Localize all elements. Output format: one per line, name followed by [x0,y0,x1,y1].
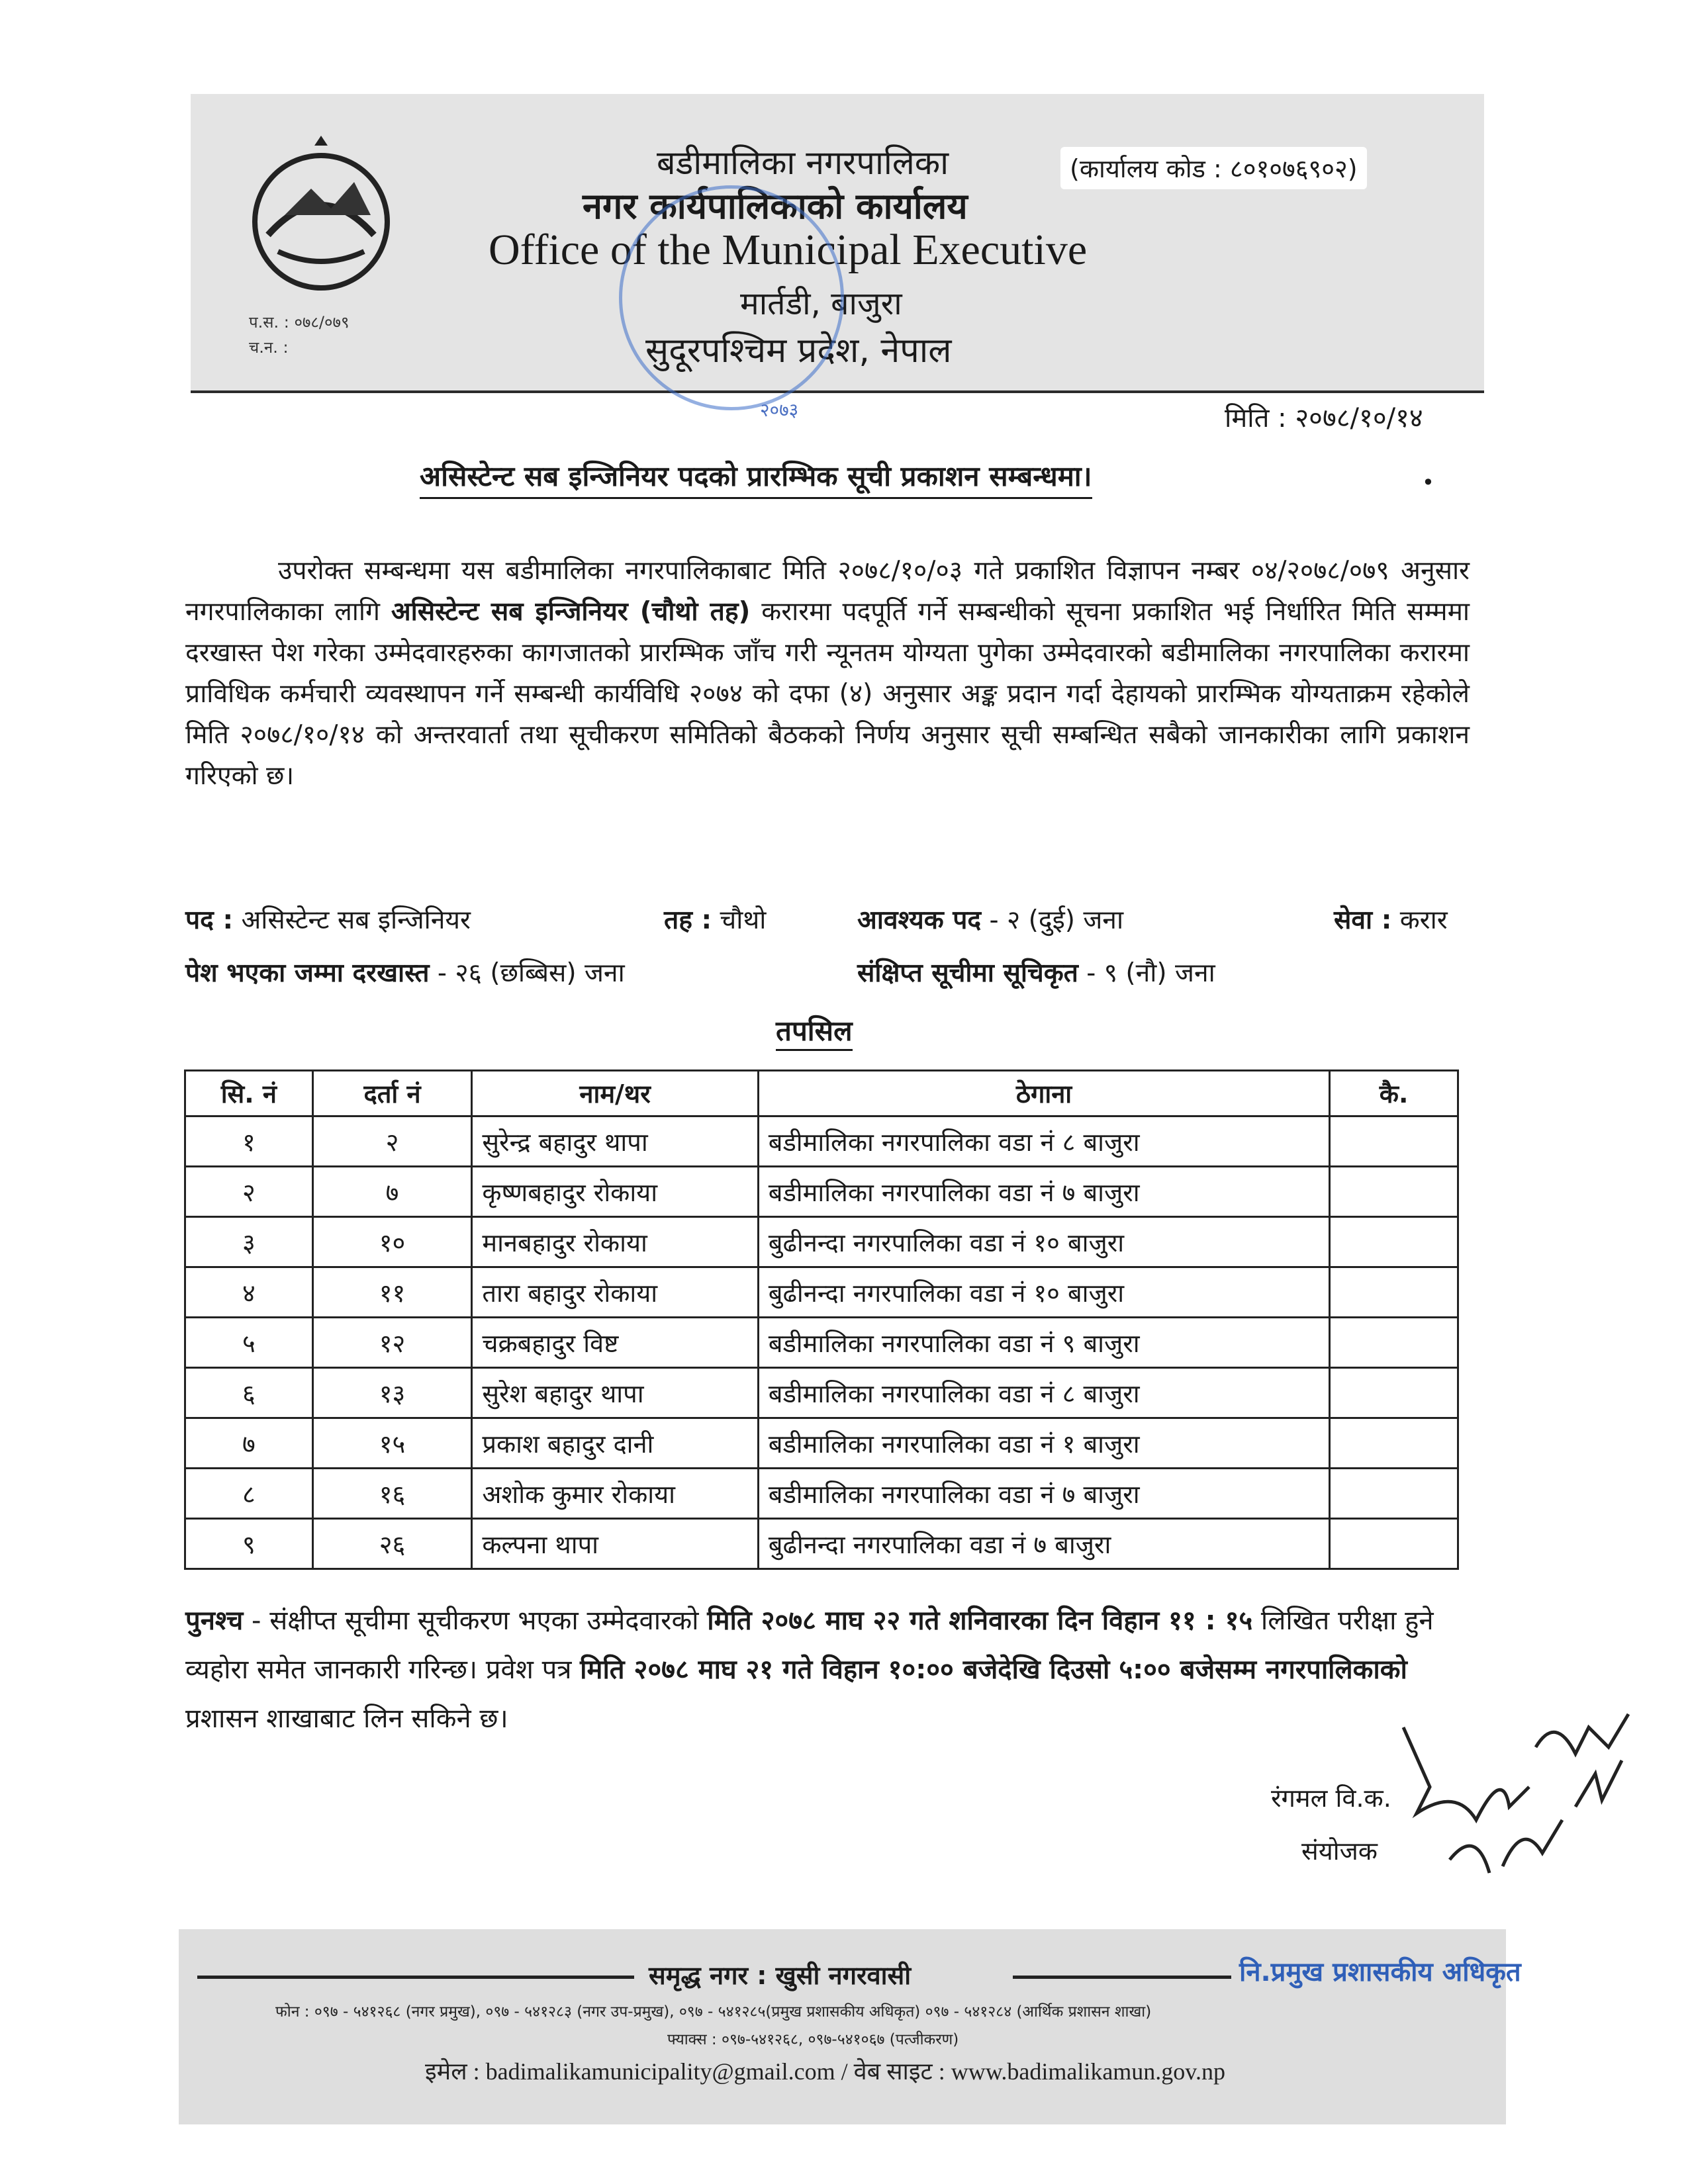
cell-reg-no: १३ [312,1368,472,1418]
cell-reg-no: १६ [312,1469,472,1519]
cell-reg-no: २६ [312,1519,472,1569]
table-row [185,1469,1458,1519]
cell-remarks [1330,1368,1458,1418]
table-row [185,1267,1458,1318]
col-header-remarks: कै. [1330,1071,1458,1116]
applications-info: पेश भएका जम्मा दरखास्त - २६ (छब्बिस) जना [185,958,625,988]
cell-remarks [1330,1217,1458,1267]
postscript-note: पुनश्च - संक्षीप्त सूचीमा सूचीकरण भएका उम्मेदवारको मिति २०७८ माघ २२ गते शनिवारका दिन विहान ११ : १५ लिखित परीक्षा हुने व्यहोरा समेत जानकारी गरिन्छ। प्रवेश पत्र मिति २०७८ माघ २१ गते विहान १०:०० बजेदेखि दिउसो ५:०० बजेसम्म नगरपालिकाको प्रशासन शाखाबाट लिन सकिने छ। [185,1606,1434,1734]
signer-role: संयोजक [1301,1837,1378,1866]
handwritten-signature [1377,1688,1655,1913]
exam-datetime: मिति २०७८ माघ २२ गते शनिवारका दिन विहान ११ : १५ [707,1606,1253,1636]
office-location: मार्तडी, बाजुरा [740,285,902,322]
table-row [185,1318,1458,1368]
post-info: पद : असिस्टेन्ट सब इन्जिनियर [185,905,471,935]
stray-mark: • [1422,470,1434,495]
col-header-serial: सि. नं [185,1071,313,1116]
cell-serial: १ [185,1116,313,1167]
cell-remarks [1330,1318,1458,1368]
admit-card-datetime: मिति २०७८ माघ २१ गते विहान १०:०० बजेदेखि दिउसो ५:०० बजेसम्म नगरपालिकाको [580,1655,1407,1685]
table-row [185,1167,1458,1217]
footer-phones: फोन : ०९७ - ५४१२६८ (नगर प्रमुख), ०९७ - ५४१२८३ (नगर उप-प्रमुख), ०९७ - ५४१२८५(प्रमुख प्रशासकीय अधिकृत) ०९७ - ५४१२८४ (आर्थिक प्रशासन शाखा) [275,2003,1152,2021]
cell-name: अशोक कुमार रोकाया [472,1469,758,1519]
cell-reg-no: २ [312,1116,472,1167]
candidate-table [184,1069,1459,1570]
office-code: (कार्यालय कोड : ८०१०७६९०२) [1060,147,1367,189]
col-header-reg-no: दर्ता नं [312,1071,472,1116]
reference-ps: प.स. : ०७८/०७९ [249,313,350,332]
cell-remarks [1330,1167,1458,1217]
col-header-name: नाम/थर [472,1071,758,1116]
cell-address: बुढीनन्दा नगरपालिका वडा नं १० बाजुरा [758,1217,1329,1267]
level-info: तह : चौथो [664,905,767,935]
cell-name: चक्रबहादुर विष्ट [472,1318,758,1368]
office-province: सुदूरपश्चिम प्रदेश, नेपाल [645,331,952,371]
cell-serial: ४ [185,1267,313,1318]
cell-serial: ६ [185,1368,313,1418]
slogan-rule-left [197,1976,634,1979]
cell-address: बुढीनन्दा नगरपालिका वडा नं १० बाजुरा [758,1267,1329,1318]
body-paragraph [185,551,1470,797]
cell-name: सुरेश बहादुर थापा [472,1368,758,1418]
cell-serial: ३ [185,1217,313,1267]
body-text-bold: असिस्टेन्ट सब इन्जिनियर (चौथो तह) [391,597,751,627]
cell-address: बडीमालिका नगरपालिका वडा नं ८ बाजुरा [758,1368,1329,1418]
required-posts-info: आवश्यक पद - २ (दुई) जना [857,905,1124,935]
cell-address: बडीमालिका नगरपालिका वडा नं १ बाजुरा [758,1418,1329,1469]
letter-date: मिति : २०७८/१०/१४ [1225,403,1423,433]
cell-serial: ८ [185,1469,313,1519]
table-row [185,1217,1458,1267]
cell-reg-no: १० [312,1217,472,1267]
body-text-part1: उपरोक्त सम्बन्धमा यस बडीमालिका नगरपालिकाबाट मिति २०७८/१०/०३ गते प्रकाशित विज्ञापन नम्बर ०४/२०७८/०७९ अनुसार नगरपालिकाका लागि [185,556,1470,627]
table-row [185,1116,1458,1167]
table-row [185,1368,1458,1418]
reference-chn: च.न. : [249,338,289,357]
municipality-slogan: समृद्ध नगर : खुसी नगरवासी [649,1961,912,1990]
nepal-emblem-icon [238,136,404,295]
office-name-nepali: नगर कार्यपालिकाको कार्यालय [583,185,968,227]
cell-remarks [1330,1418,1458,1469]
cell-address: बडीमालिका नगरपालिका वडा नं ८ बाजुरा [758,1116,1329,1167]
service-info: सेवा : करार [1334,905,1448,935]
cell-remarks [1330,1519,1458,1569]
cell-name: मानबहादुर रोकाया [472,1217,758,1267]
office-name-english: Office of the Municipal Executive [489,226,1088,274]
cell-reg-no: ७ [312,1167,472,1217]
office-seal-stamp [619,185,844,410]
cell-name: प्रकाश बहादुर दानी [472,1418,758,1469]
cell-remarks [1330,1267,1458,1318]
cell-address: बुढीनन्दा नगरपालिका वडा नं ७ बाजुरा [758,1519,1329,1569]
cell-serial: ९ [185,1519,313,1569]
cell-reg-no: ११ [312,1267,472,1318]
cell-address: बडीमालिका नगरपालिका वडा नं ७ बाजुरा [758,1469,1329,1519]
municipality-name: बडीमालिका नगरपालिका [657,144,949,182]
body-text-part2: करारमा पदपूर्ति गर्ने सम्बन्धीको सूचना प्रकाशित भई निर्धारित मिति सम्ममा दरखास्त पेश गरेका उम्मेदवारहरुका कागजातको प्रारम्भिक जाँच गरी न्यूनतम योग्यता पुगेका उम्मेदवारको बडीमालिका नगरपालिका करारमा प्राविधिक कर्मचारी व्यवस्थापन गर्ने सम्बन्धी कार्यविधि २०७४ को दफा (४) अनुसार अङ्क प्रदान गर्दा देहायको प्रारम्भिक योग्यताक्रम रहेकोले मिति २०७८/१०/१४ को अन्तरवार्ता तथा सूचीकरण समितिको बैठकको निर्णय अनुसार सूची सम्बन्धित सबैको जानकारीका लागि प्रकाशन गरिएको छ। [185,597,1470,791]
signer-name: रंगमल वि.क. [1271,1784,1391,1813]
cell-name: कल्पना थापा [472,1519,758,1569]
slogan-rule-right [1013,1976,1231,1979]
col-header-address: ठेगाना [758,1071,1329,1116]
cell-name: तारा बहादुर रोकाया [472,1267,758,1318]
cell-remarks [1330,1116,1458,1167]
postscript-lead: पुनश्च [185,1606,244,1636]
letter-subject: असिस्टेन्ट सब इन्जिनियर पदको प्रारम्भिक सूची प्रकाशन सम्बन्धमा। [420,457,1092,499]
cell-reg-no: १२ [312,1318,472,1368]
details-heading: तपसिल [776,1011,853,1051]
table-row [185,1418,1458,1469]
table-row [185,1519,1458,1569]
stamp-year: २०७३ [760,399,799,421]
cell-remarks [1330,1469,1458,1519]
cell-reg-no: १५ [312,1418,472,1469]
officer-designation-stamp: नि.प्रमुख प्रशासकीय अधिकृत [1239,1957,1521,1987]
shortlist-info: संक्षिप्त सूचीमा सूचिकृत - ९ (नौ) जना [857,958,1215,988]
cell-serial: ५ [185,1318,313,1368]
cell-serial: ७ [185,1418,313,1469]
footer-email-website: इमेल : badimalikamunicipality@gmail.com / वेब साइट : www.badimalikamun.gov.np [425,2058,1225,2085]
footer-fax: फ्याक्स : ०९७-५४१२६८, ०९७-५४१०६७ (पत्जीकरण) [667,2031,959,2048]
cell-address: बडीमालिका नगरपालिका वडा नं ९ बाजुरा [758,1318,1329,1368]
cell-name: सुरेन्द्र बहादुर थापा [472,1116,758,1167]
cell-name: कृष्णबहादुर रोकाया [472,1167,758,1217]
table-header-row [185,1071,1458,1116]
cell-address: बडीमालिका नगरपालिका वडा नं ७ बाजुरा [758,1167,1329,1217]
cell-serial: २ [185,1167,313,1217]
